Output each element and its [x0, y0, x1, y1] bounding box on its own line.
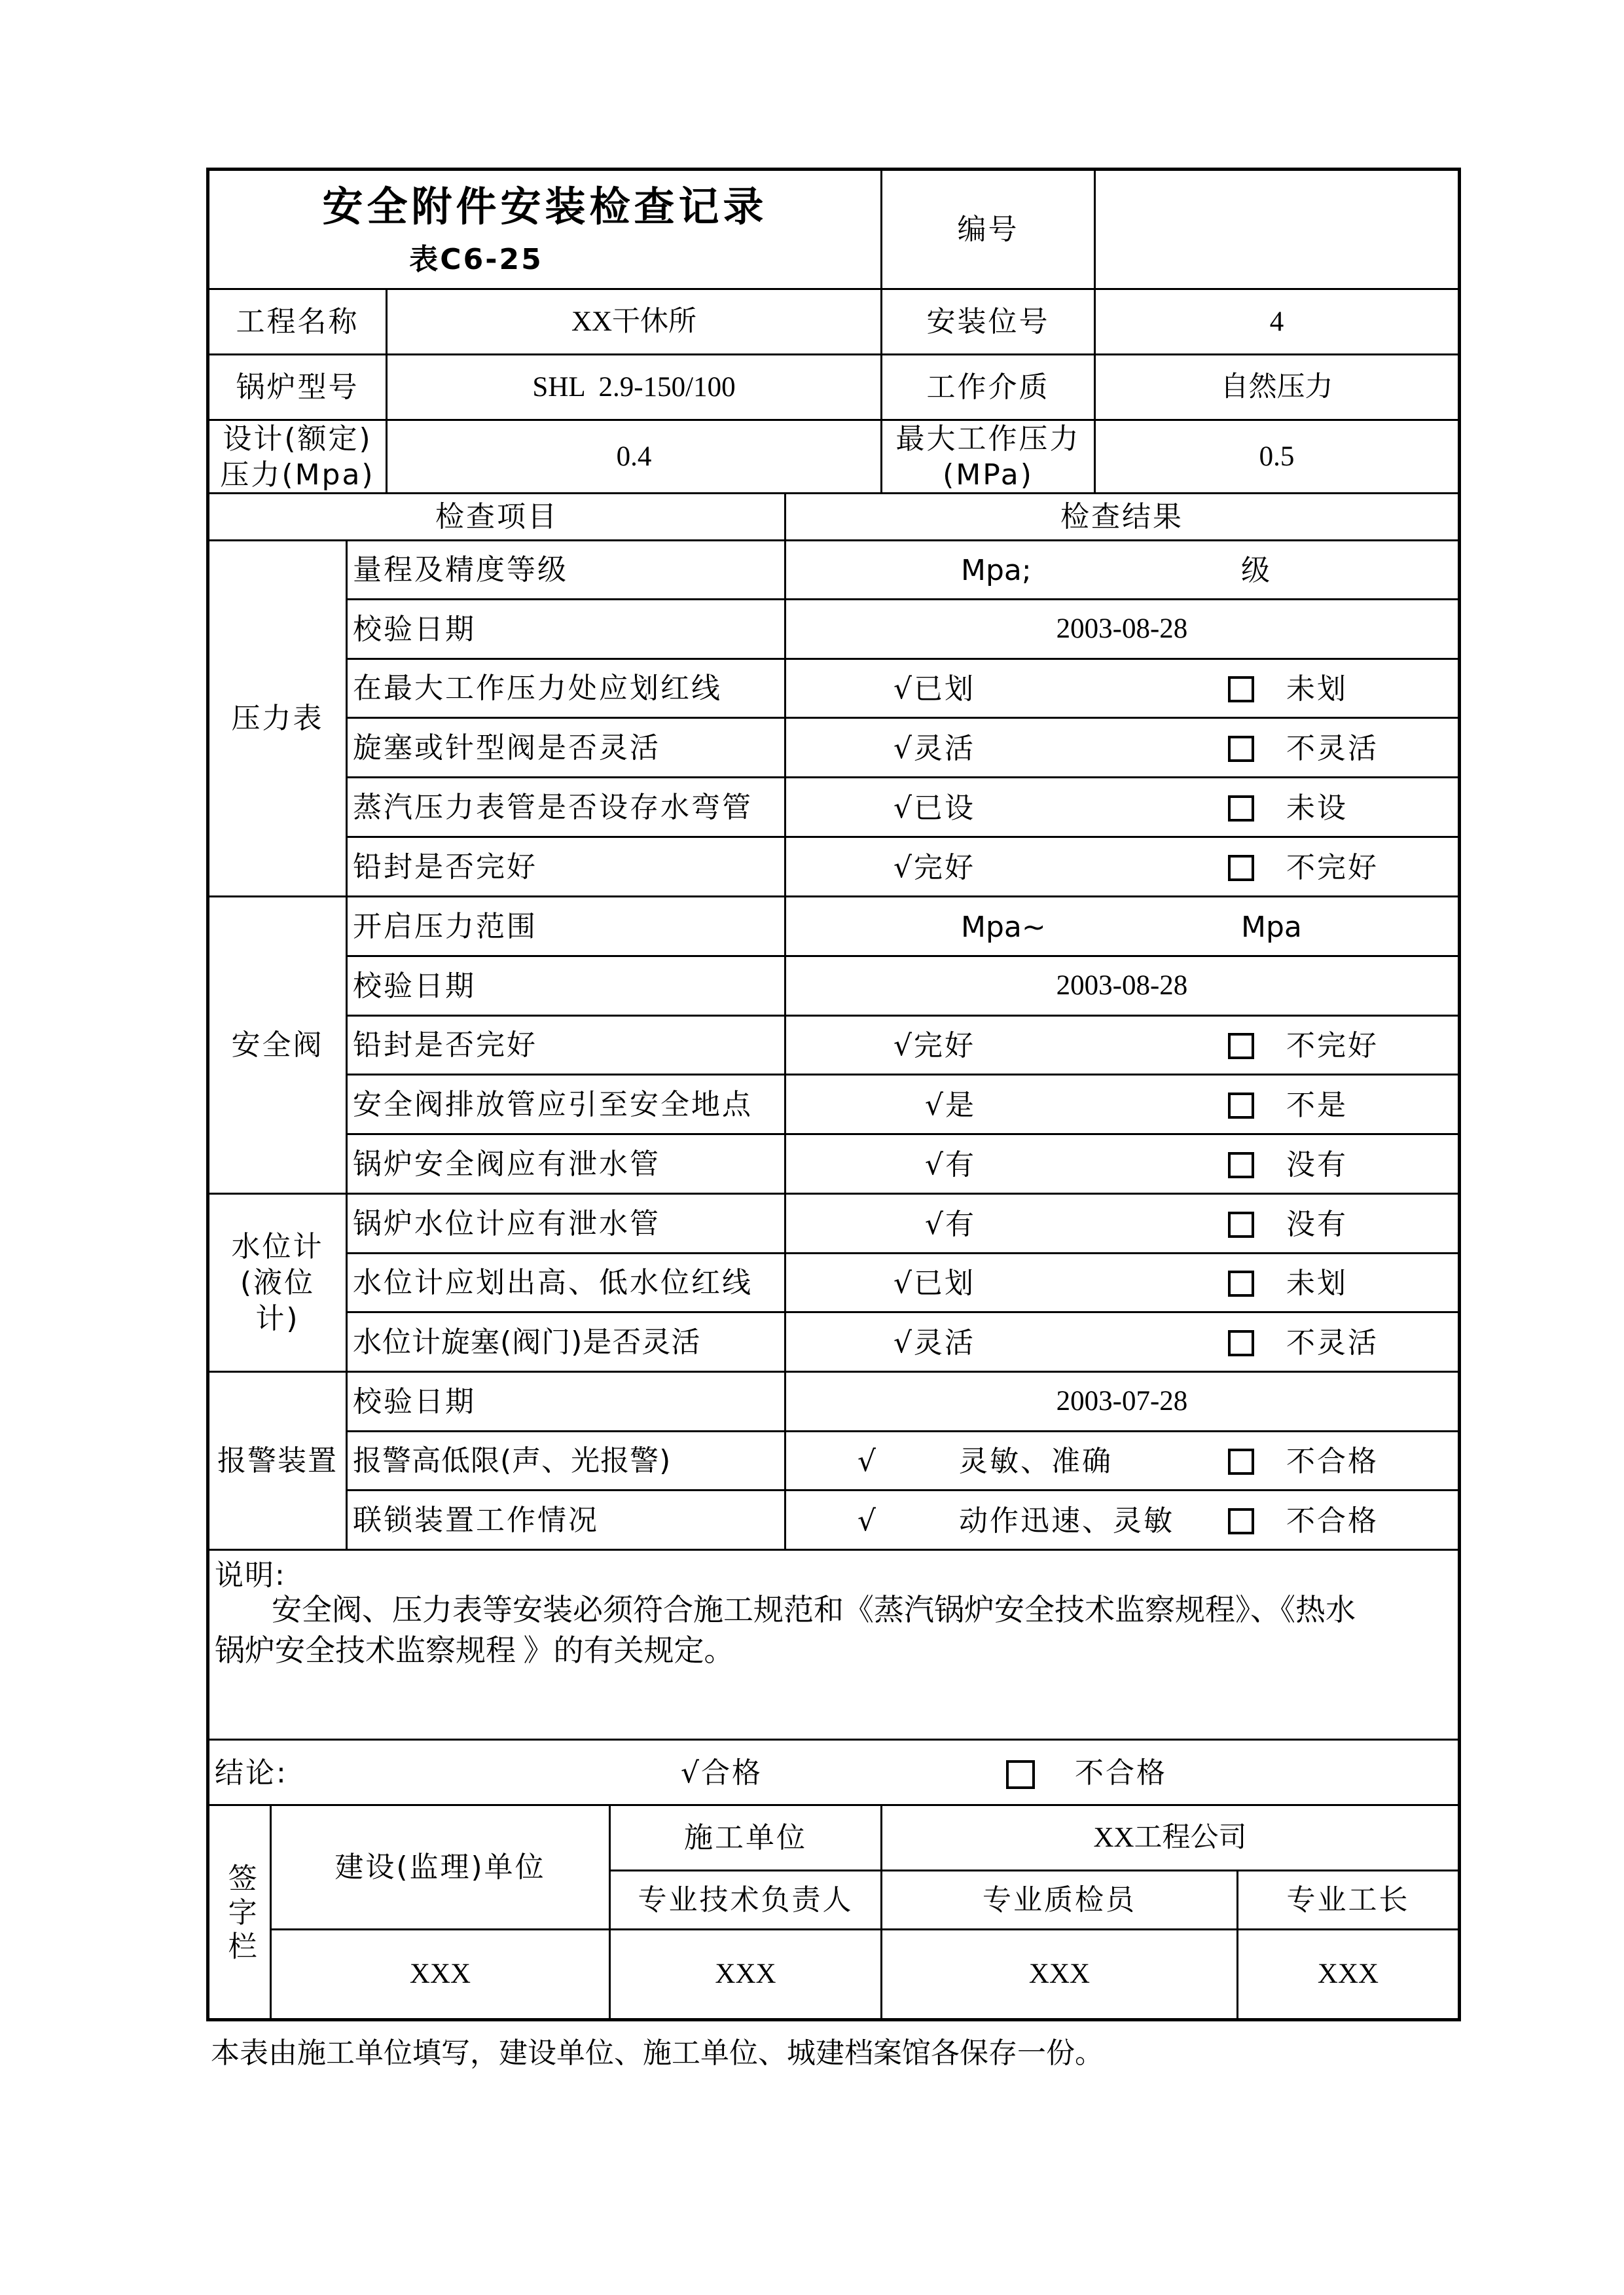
form-title: 安全附件安装检查记录 [322, 183, 768, 231]
discharge-pipe-yes: √是 [925, 1089, 977, 1122]
item-interlock: 联锁装置工作情况 [348, 1491, 786, 1551]
footer-note: 本表由施工单位填写，建设单位、施工单位、城建档案馆各保存一份。 [211, 2037, 1104, 2069]
group-safety-valve: 安全阀 [209, 897, 348, 1195]
result-calibration-date: 2003-08-28 [786, 600, 1458, 660]
item-range-accuracy: 量程及精度等级 [348, 541, 786, 600]
design-pressure-value: 0.4 [388, 421, 882, 494]
range-unit-mpa: Mpa; [961, 554, 1032, 587]
group-water-gauge [209, 1195, 348, 1373]
items-header: 检查项目 [209, 494, 786, 541]
opening-pressure-from: Mpa~ [961, 911, 1046, 944]
construction-unit-value: XX工程公司 [882, 1806, 1458, 1871]
owner-unit-label: 建设(监理)单位 [272, 1806, 611, 1930]
title-cell [209, 171, 882, 290]
item-alarm-limits: 报警高低限(声、光报警) [348, 1432, 786, 1491]
item-seal-gauge: 铅封是否完好 [348, 838, 786, 897]
conclusion-cell [209, 1741, 1458, 1806]
cock-flexible-checkbox[interactable] [1228, 736, 1254, 762]
water-red-line-no: 未划 [1286, 1267, 1348, 1300]
result-opening-pressure [786, 897, 1458, 957]
conclusion-label: 结论: [215, 1756, 288, 1790]
gauge-drain-yes: √有 [925, 1208, 977, 1241]
group-water-gauge-1: 水位计 [231, 1230, 324, 1263]
item-alarm-calibration-date: 校验日期 [348, 1373, 786, 1432]
conclusion-fail-checkbox[interactable] [1006, 1760, 1035, 1789]
medium-label: 工作介质 [882, 355, 1096, 421]
tech-lead-label: 专业技术负责人 [611, 1871, 882, 1930]
item-gauge-cock: 水位计旋塞(阀门)是否灵活 [348, 1313, 786, 1373]
max-pressure-label-1: 最大工作压力 [895, 422, 1081, 456]
valve-drain-no: 没有 [1286, 1148, 1348, 1182]
interlock-no: 不合格 [1286, 1504, 1379, 1538]
foreman-label: 专业工长 [1238, 1871, 1458, 1930]
design-pressure-label [209, 421, 388, 494]
design-pressure-label-1: 设计(额定) [223, 422, 372, 456]
seal-valve-yes: √完好 [893, 1029, 976, 1062]
group-pressure-gauge: 压力表 [209, 541, 348, 897]
inspection-form [206, 168, 1461, 2021]
valve-drain-yes: √有 [925, 1148, 977, 1182]
group-water-gauge-3: 计) [255, 1302, 300, 1335]
water-red-line-yes: √已划 [893, 1267, 976, 1300]
cock-flexible-yes: √灵活 [893, 732, 976, 765]
design-pressure-label-2: 压力(Mpa) [220, 458, 375, 492]
seal-gauge-no: 不完好 [1286, 851, 1379, 884]
red-line-yes: √已划 [893, 672, 976, 706]
opening-pressure-to: Mpa [1241, 911, 1302, 944]
range-unit-grade: 级 [1241, 554, 1272, 587]
result-range-accuracy [786, 541, 1458, 600]
project-name-label: 工程名称 [209, 290, 388, 355]
discharge-pipe-checkbox[interactable] [1228, 1093, 1254, 1119]
conclusion-pass: √合格 [681, 1756, 763, 1790]
form-code: 表C6-25 [409, 242, 543, 276]
item-seal-valve: 铅封是否完好 [348, 1017, 786, 1075]
group-alarm: 报警装置 [209, 1373, 348, 1551]
alarm-limits-no: 不合格 [1286, 1445, 1379, 1478]
install-position-value: 4 [1096, 290, 1458, 355]
result-alarm-calibration-date: 2003-07-28 [786, 1373, 1458, 1432]
sign-quality-inspector[interactable]: XXX [882, 1930, 1238, 2018]
conclusion-fail: 不合格 [1075, 1756, 1167, 1790]
item-water-red-line: 水位计应划出高、低水位红线 [348, 1254, 786, 1313]
sign-owner[interactable]: XXX [272, 1930, 611, 2018]
result-siphon [786, 778, 1458, 838]
item-valve-calibration-date: 校验日期 [348, 957, 786, 1017]
result-valve-calibration-date: 2003-08-28 [786, 957, 1458, 1017]
result-water-red-line [786, 1254, 1458, 1313]
item-red-line: 在最大工作压力处应划红线 [348, 660, 786, 719]
red-line-checkbox[interactable] [1228, 676, 1254, 702]
construction-unit-label: 施工单位 [611, 1806, 882, 1871]
signature-column-text: 签字栏 [223, 1863, 257, 1965]
gauge-cock-checkbox[interactable] [1228, 1330, 1254, 1356]
item-cock-flexible: 旋塞或针型阀是否灵活 [348, 719, 786, 778]
red-line-no: 未划 [1286, 672, 1348, 706]
max-pressure-value: 0.5 [1096, 421, 1458, 494]
quality-inspector-label: 专业质检员 [882, 1871, 1238, 1930]
item-gauge-drain: 锅炉水位计应有泄水管 [348, 1195, 786, 1254]
interlock-checkbox[interactable] [1228, 1508, 1254, 1534]
gauge-drain-checkbox[interactable] [1228, 1212, 1254, 1238]
medium-value: 自然压力 [1096, 355, 1458, 421]
discharge-pipe-no: 不是 [1286, 1089, 1348, 1122]
seal-valve-checkbox[interactable] [1228, 1033, 1254, 1059]
item-siphon: 蒸汽压力表管是否设存水弯管 [348, 778, 786, 838]
item-discharge-pipe: 安全阀排放管应引至安全地点 [348, 1075, 786, 1135]
install-position-label: 安装位号 [882, 290, 1096, 355]
project-name-value: XX干休所 [388, 290, 882, 355]
number-value[interactable] [1096, 171, 1458, 290]
boiler-model-label: 锅炉型号 [209, 355, 388, 421]
alarm-limits-checkbox[interactable] [1228, 1449, 1254, 1475]
result-gauge-drain [786, 1195, 1458, 1254]
sign-tech-lead[interactable]: XXX [611, 1930, 882, 2018]
result-valve-drain [786, 1135, 1458, 1195]
alarm-limits-check: √ [857, 1445, 878, 1478]
item-calibration-date: 校验日期 [348, 600, 786, 660]
gauge-cock-no: 不灵活 [1286, 1326, 1379, 1360]
note-line-1: 安全阀、压力表等安装必须符合施工规范和《蒸汽锅炉安全技术监察规程》、《热水 [272, 1593, 1356, 1627]
seal-gauge-yes: √完好 [893, 851, 976, 884]
siphon-yes: √已设 [893, 791, 976, 825]
seal-valve-no: 不完好 [1286, 1029, 1379, 1062]
gauge-drain-no: 没有 [1286, 1208, 1348, 1241]
results-header: 检查结果 [786, 494, 1458, 541]
note-line-2: 锅炉安全技术监察规程 》的有关规定。 [215, 1634, 734, 1667]
max-pressure-label [882, 421, 1096, 494]
item-opening-pressure: 开启压力范围 [348, 897, 786, 957]
result-discharge-pipe [786, 1075, 1458, 1135]
interlock-check: √ [857, 1504, 878, 1538]
valve-drain-checkbox[interactable] [1228, 1152, 1254, 1178]
boiler-model-value: SHL 2.9-150/100 [388, 355, 882, 421]
number-label: 编号 [882, 171, 1096, 290]
result-red-line [786, 660, 1458, 719]
seal-gauge-checkbox[interactable] [1228, 855, 1254, 881]
signature-column-label [209, 1806, 272, 2018]
interlock-yes: 动作迅速、灵敏 [959, 1504, 1174, 1538]
sign-foreman[interactable]: XXX [1317, 1959, 1379, 1990]
water-red-line-checkbox[interactable] [1228, 1271, 1254, 1297]
alarm-limits-yes: 灵敏、准确 [959, 1445, 1113, 1478]
item-valve-drain: 锅炉安全阀应有泄水管 [348, 1135, 786, 1195]
siphon-no: 未设 [1286, 791, 1348, 825]
max-pressure-label-2: (MPa) [943, 458, 1034, 492]
note-label: 说明: [215, 1559, 286, 1592]
cock-flexible-no: 不灵活 [1286, 732, 1379, 765]
group-water-gauge-2: (液位 [240, 1266, 316, 1299]
siphon-checkbox[interactable] [1228, 795, 1254, 822]
gauge-cock-yes: √灵活 [893, 1326, 976, 1360]
